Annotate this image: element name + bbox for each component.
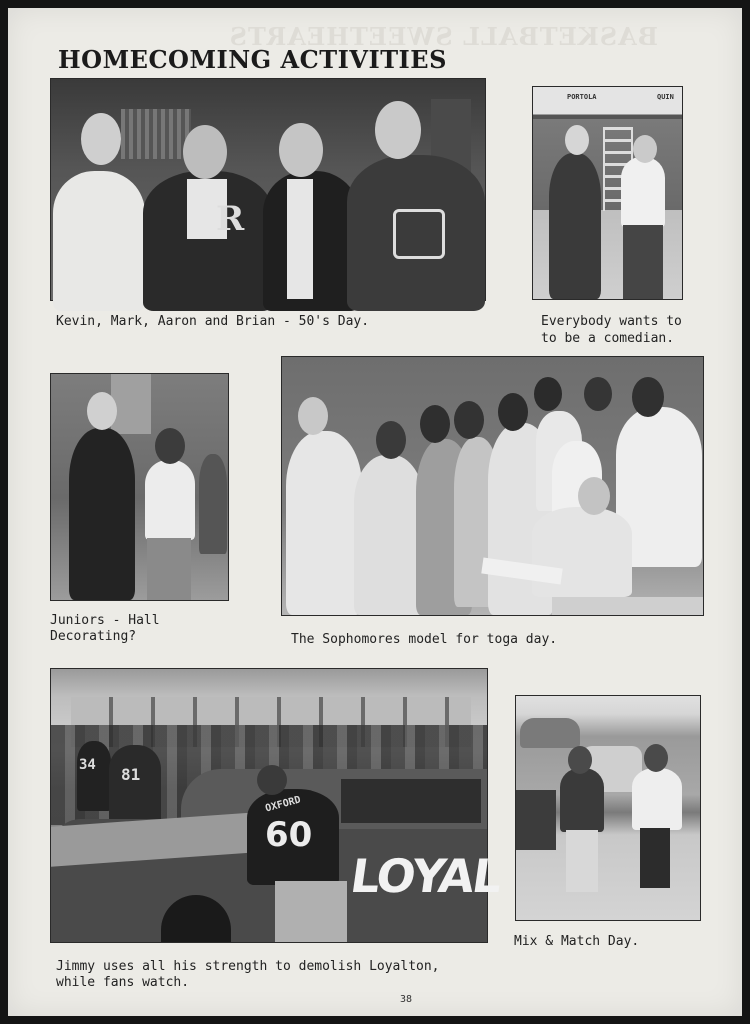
caption-toga-day: The Sophomores model for toga day. — [291, 632, 558, 647]
fan-81 — [109, 745, 161, 825]
page-title: HOMECOMING ACTIVITIES — [58, 45, 447, 74]
portola-sign: PORTOLA — [567, 93, 597, 101]
caption-juniors-1: Juniors - Hall — [50, 613, 160, 628]
fan-34-jersey: 34 — [79, 757, 96, 773]
caption-juniors-2: Decorating? — [50, 629, 137, 644]
caption-mix-match: Mix & Match Day. — [514, 934, 640, 949]
fan-34 — [77, 741, 111, 811]
photo-car-bash — [50, 668, 504, 943]
photo-mix-match — [515, 695, 701, 921]
photo-juniors — [50, 373, 229, 601]
jimmy-jersey-number: 60 — [265, 815, 313, 855]
caption-comedian-1: Everybody wants to — [541, 314, 682, 329]
car-graffiti: LOYAL — [347, 849, 504, 903]
quincy-sign: QUIN — [657, 93, 674, 101]
photo-toga-day — [281, 356, 704, 616]
caption-car-bash-2: while fans watch. — [56, 975, 190, 990]
photo-comedian — [532, 86, 683, 300]
photo-fifties-day: R — [50, 78, 486, 301]
fan-81-jersey: 81 — [121, 765, 141, 784]
jimmy-jersey-name: OXFORD — [264, 794, 302, 815]
caption-car-bash-1: Jimmy uses all his strength to demolish Loyalton, — [56, 959, 440, 974]
caption-fifties-day: Kevin, Mark, Aaron and Brian - 50's Day. — [56, 314, 370, 329]
caption-comedian-2: to be a comedian. — [541, 331, 675, 346]
yearbook-page — [8, 8, 742, 1016]
page-number: 38 — [400, 994, 413, 1005]
bleed-through-text: BASKETBALL SWEETHEARTS — [228, 22, 658, 51]
